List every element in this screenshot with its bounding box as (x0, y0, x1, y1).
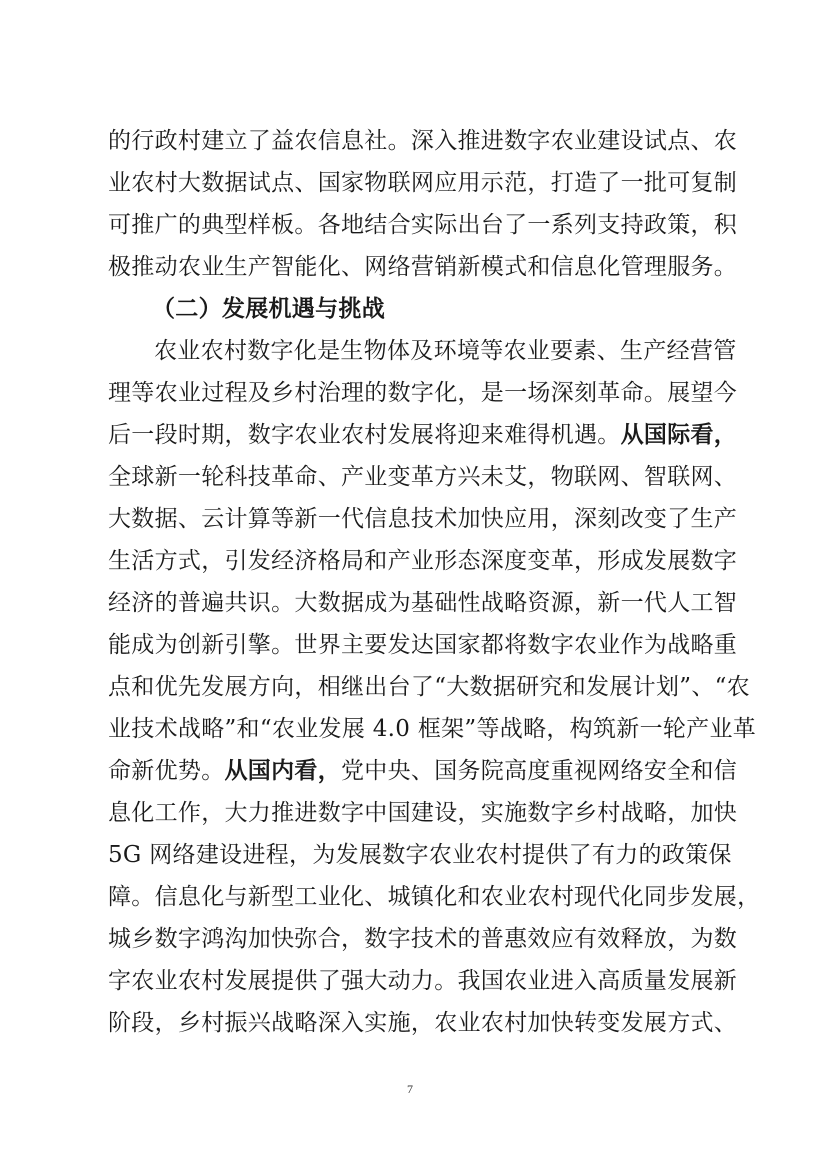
paragraph-line: 全球新一轮科技革命、产业变革方兴未艾，物联网、智联网、 (108, 464, 738, 490)
paragraph-line: 经济的普遍共识。大数据成为基础性战略资源，新一代人工智 (108, 590, 738, 616)
paragraph-line: 的行政村建立了益农信息社。深入推进数字农业建设试点、农 (108, 128, 738, 154)
paragraph-line: 息化工作，大力推进数字中国建设，实施数字乡村战略，加快 (108, 800, 738, 826)
paragraph-line: 生活方式，引发经济格局和产业形态深度变革，形成发展数字 (108, 548, 738, 574)
paragraph-line: 障。信息化与新型工业化、城镇化和农业农村现代化同步发展， (108, 884, 761, 910)
paragraph-line: 农业农村数字化是生物体及环境等农业要素、生产经营管 (154, 338, 737, 364)
body-text (108, 120, 761, 1044)
page-number: 7 (407, 1082, 413, 1096)
section-heading: （二）发展机遇与挑战 (152, 295, 385, 322)
paragraph-text: 命新优势。 (108, 758, 225, 784)
paragraph-line: 5G 网络建设进程，为发展数字农业农村提供了有力的政策保 (108, 842, 732, 868)
paragraph-line (108, 750, 738, 792)
paragraph-line: 点和优先发展方向，相继出台了“大数据研究和发展计划”、“农 (108, 674, 750, 700)
paragraph-line: 城乡数字鸿沟加快弥合，数字技术的普惠效应有效释放，为数 (108, 926, 738, 952)
emphasis-international: 从国际看， (620, 421, 738, 448)
paragraph-line: 大数据、云计算等新一代信息技术加快应用，深刻改变了生产 (108, 506, 738, 532)
paragraph-text: 后一段时期，数字农业农村发展将迎来难得机遇。 (108, 422, 621, 448)
paragraph-line: 阶段，乡村振兴战略深入实施，农业农村加快转变发展方式、 (108, 1010, 738, 1036)
paragraph-line: 可推广的典型样板。各地结合实际出台了一系列支持政策，积 (108, 212, 738, 238)
paragraph-line: 业技术战略”和“农业发展 4.0 框架”等战略，构筑新一轮产业革 (108, 716, 757, 742)
emphasis-domestic: 从国内看， (224, 757, 341, 784)
paragraph-line: 能成为创新引擎。世界主要发达国家都将数字农业作为战略重 (108, 632, 738, 658)
paragraph-text: 党中央、国务院高度重视网络安全和信 (341, 758, 738, 784)
paragraph-line: 字农业农村发展提供了强大动力。我国农业进入高质量发展新 (108, 968, 738, 994)
paragraph-line: 理等农业过程及乡村治理的数字化，是一场深刻革命。展望今 (108, 380, 738, 406)
paragraph-line (108, 414, 738, 456)
paragraph-line: 业农村大数据试点、国家物联网应用示范，打造了一批可复制 (108, 170, 738, 196)
paragraph-line: 极推动农业生产智能化、网络营销新模式和信息化管理服务。 (108, 254, 738, 280)
